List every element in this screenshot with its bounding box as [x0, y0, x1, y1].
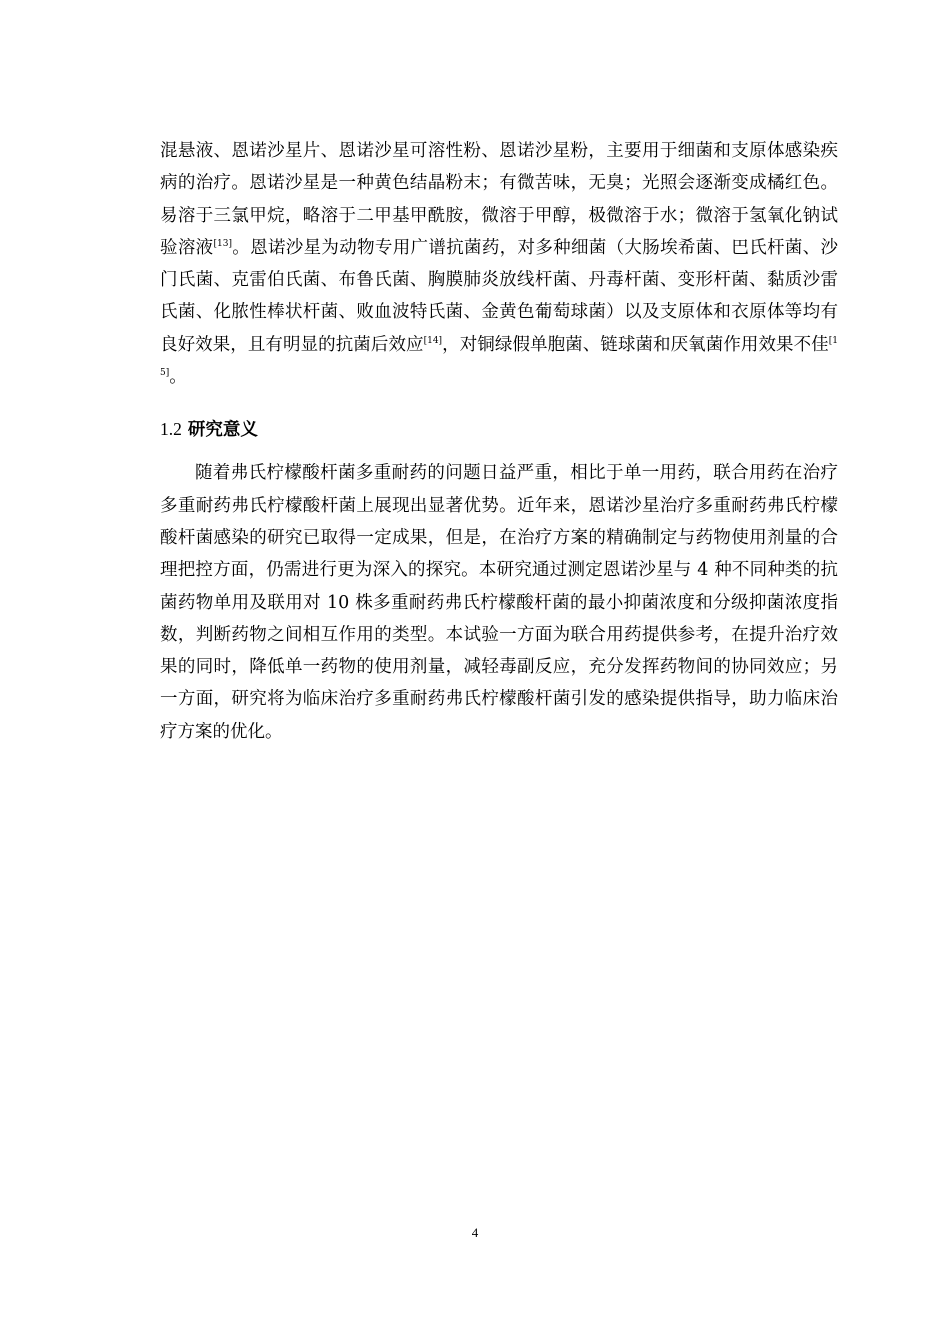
body-paragraph-2: 随着弗氏柠檬酸杆菌多重耐药的问题日益严重，相比于单一用药，联合用药在治疗多重耐药弗氏柠檬酸杆菌上展现出显著优势。近年来，恩诺沙星治疗多重耐药弗氏柠檬酸杆菌感染的研究已取得一定成果，但是，在治疗方案的精确制定与药物使用剂量的合理把控方面，仍需进行更为深入的探究。本研究通过测定恩诺沙星与 4 种不同种类的抗菌药物单用及联用对 10 株多重耐药弗氏柠檬酸杆菌的最小抑菌浓度和分级抑菌浓度指数，判断药物之间相互作用的类型。本试验一方面为联合用药提供参考，在提升治疗效果的同时，降低单一药物的使用剂量，减轻毒副反应，充分发挥药物间的协同效应；另一方面，研究将为临床治疗多重耐药弗氏柠檬酸杆菌引发的感染提供指导，助力临床治疗方案的优化。	[160, 463, 838, 742]
paragraph-1-text-b: 。恩诺沙星为动物专用广谱抗菌药，对多种细菌（大肠埃希菌、巴氏杆菌、沙门氏菌、克雷伯氏菌、布鲁氏菌、胸膜肺炎放线杆菌、丹毒杆菌、变形杆菌、黏质沙雷氏菌、化脓性棒状杆菌、败血波特氏菌、金黄色葡萄球菌）以及支原体和衣原体等均有良好效果，且有明显的抗菌后效应	[160, 237, 839, 355]
section-title: 研究意义	[187, 420, 258, 441]
section-number: 1.2	[160, 419, 182, 440]
section-heading	[160, 413, 838, 446]
page-content	[160, 135, 838, 748]
body-paragraph-1	[160, 135, 838, 393]
paragraph-1-text-a: 混悬液、恩诺沙星片、恩诺沙星可溶性粉、恩诺沙星粉，主要用于细菌和支原体感染疾病的治疗。恩诺沙星是一种黄色结晶粉末；有微苦味，无臭；光照会逐渐变成橘红色。易溶于三氯甲烷，略溶于二甲基甲酰胺，微溶于甲醇，极微溶于水；微溶于氢氧化钠试验溶液	[160, 141, 838, 258]
citation-13: [13]	[213, 238, 232, 249]
citation-15: [15]	[160, 335, 839, 379]
paragraph-1-text-d: 。	[169, 367, 187, 388]
citation-14: [14]	[423, 335, 443, 346]
paragraph-1-text-c: ，对铜绿假单胞菌、链球菌和厌氧菌作用效果不佳	[442, 334, 829, 355]
page-number: 4	[471, 1225, 479, 1240]
